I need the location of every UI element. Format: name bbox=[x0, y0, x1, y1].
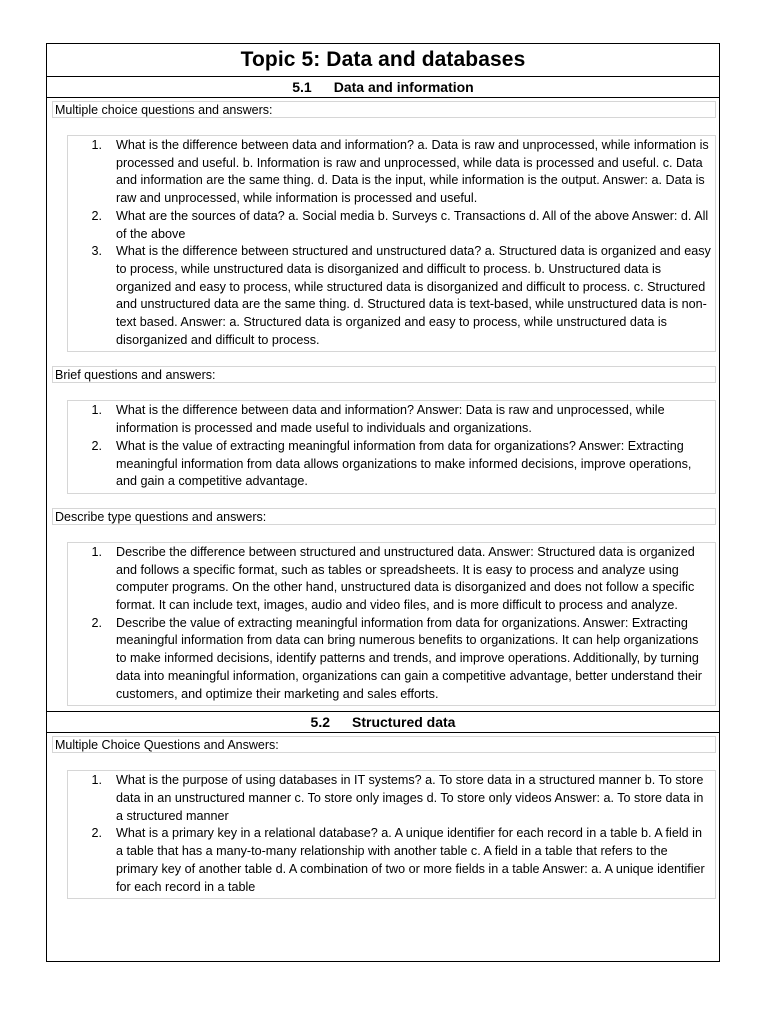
question-list-mcq bbox=[67, 135, 716, 352]
list-item bbox=[68, 772, 711, 825]
item-number: 2. bbox=[91, 438, 102, 453]
item-number: 1. bbox=[91, 138, 102, 152]
section-number: 5.2 bbox=[310, 714, 330, 731]
item-number: 2. bbox=[91, 826, 102, 841]
question-list-brief bbox=[67, 400, 716, 494]
item-text: What is a primary key in a relational database? a. A unique identifier for each record in a table b. A field in a table that has a many-to-many relationship with another table c. A field in a table that refers to the primary key of another table d. A combination of two or more fields in a table Answer: a. A unique identifier for each record in a table bbox=[116, 826, 705, 894]
section-title: Structured data bbox=[352, 714, 456, 731]
item-number: 1. bbox=[91, 403, 102, 418]
section-number: 5.1 bbox=[292, 79, 312, 95]
page-title: Topic 5: Data and databases bbox=[47, 44, 719, 77]
item-number: 2. bbox=[91, 615, 102, 630]
list-item bbox=[68, 825, 711, 896]
list-item bbox=[68, 208, 711, 243]
item-number: 1. bbox=[91, 544, 102, 559]
item-number: 2. bbox=[91, 208, 102, 223]
list-item bbox=[68, 243, 711, 349]
list-item bbox=[68, 438, 711, 491]
section-heading-5-2 bbox=[47, 711, 719, 733]
list-item bbox=[68, 544, 711, 615]
item-text: What is the value of extracting meaningful information from data for organizations? Answer: Extracting meaningful information from data allows organizations to make informed decisions, improve operations, and gain a competitive advantage. bbox=[116, 438, 692, 489]
list-item bbox=[68, 615, 711, 704]
item-text: What is the difference between data and information? Answer: Data is raw and unprocessed, while information is processed and made useful to individuals and organizations. bbox=[116, 403, 665, 436]
group-label-describe: Describe type questions and answers: bbox=[52, 508, 716, 525]
item-number: 1. bbox=[91, 773, 102, 788]
question-list-mcq-structured bbox=[67, 770, 716, 899]
item-number: 3. bbox=[91, 244, 102, 259]
list-item bbox=[68, 402, 711, 437]
item-text: Describe the value of extracting meaningful information from data for organizations. Answer: Extracting meaningful information from data can bring numerous benefits to organizations. It can help organizations to make informed decisions, identify patterns and trends, and improve operations. Additionally, by turning data into meaningful information, organizations can gain a competitive advantage, better understand their customers, and optimize their marketing and sales efforts. bbox=[116, 615, 702, 701]
item-text: What is the difference between structured and unstructured data? a. Structured data is organized and easy to process, while unstructured data is disorganized and difficult to process. b. Unstructured data is organized and easy to process, while structured data is disorganized and difficult to process. c. Structured and unstructured data are the same thing. d. Structured data is text-based, while unstructured data is non-text based. Answer: a. Structured data is organized and easy to process, while unstructured data is disorganized and difficult to process. bbox=[116, 244, 711, 347]
section-heading-5-1 bbox=[47, 77, 719, 98]
group-label-mcq: Multiple choice questions and answers: bbox=[52, 101, 716, 118]
group-label-mcq-structured: Multiple Choice Questions and Answers: bbox=[52, 736, 716, 753]
item-text: Describe the difference between structured and unstructured data. Answer: Structured data is organized and follows a specific format, such as tables or spreadsheets. It is easy to process and analyze using computer programs. On the other hand, unstructured data is disorganized and does not follow a specific format. It can include text, images, audio and video files, and is more difficult to process and analyze. bbox=[116, 544, 695, 613]
item-text: What are the sources of data? a. Social media b. Surveys c. Transactions d. All of the above Answer: d. All of the above bbox=[116, 208, 709, 241]
group-label-brief: Brief questions and answers: bbox=[52, 366, 716, 383]
question-list-describe bbox=[67, 542, 716, 706]
list-item bbox=[68, 137, 711, 208]
section-title: Data and information bbox=[333, 79, 474, 95]
document-page bbox=[46, 43, 720, 962]
item-text: What is the purpose of using databases in IT systems? a. To store data in a structured manner b. To store data in an unstructured manner c. To store only images d. To store only videos Answer: a. To store data in a structured manner bbox=[116, 773, 704, 823]
item-text: What is the difference between data and information? a. Data is raw and unprocessed, while information is processed and useful. b. Information is raw and unprocessed, while data is processed and useful. c. Data and information are the same thing. d. Data is the input, while information is the output. Answer: a. Data is raw and unprocessed, while information is processed and useful. bbox=[116, 138, 709, 206]
